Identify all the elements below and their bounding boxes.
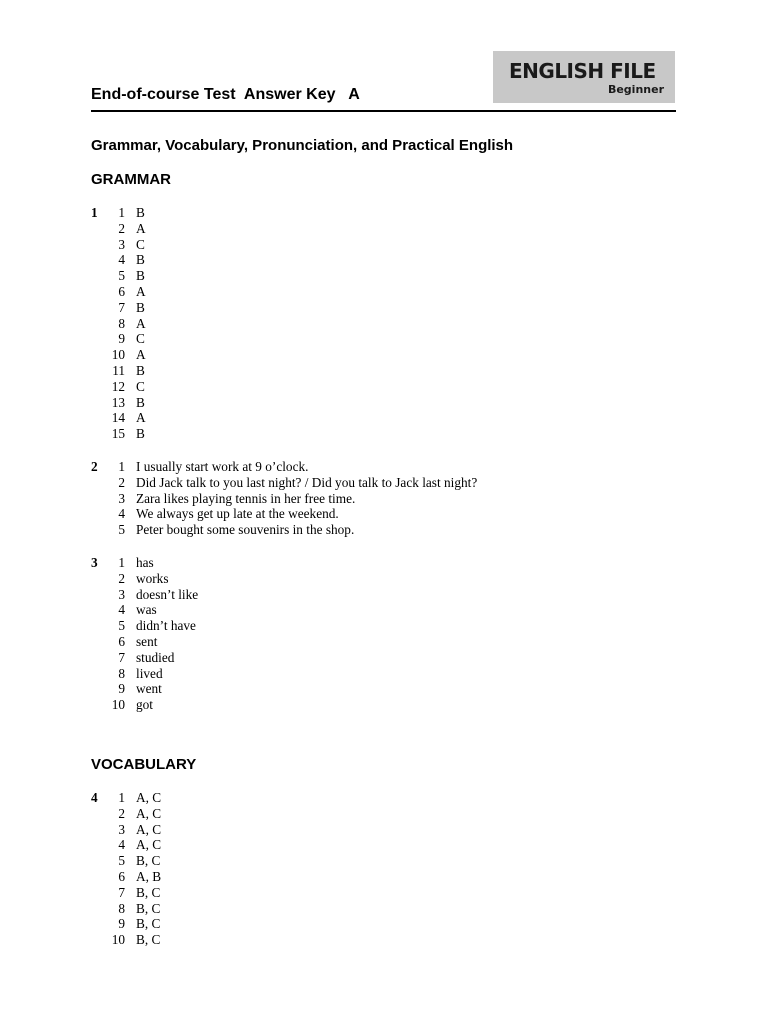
answer-text: A (136, 315, 146, 331)
exercise-number (91, 932, 99, 948)
answer-row (91, 853, 161, 869)
item-number: 10 (111, 932, 125, 948)
exercise-number (91, 681, 99, 697)
item-number: 2 (118, 805, 125, 821)
answer-row (91, 681, 198, 697)
item-number: 3 (118, 490, 125, 506)
exercise-number (91, 916, 99, 932)
answer-row (91, 555, 198, 571)
exercise-number (91, 316, 99, 332)
exercise-number (91, 252, 99, 268)
exercise-number (91, 522, 99, 538)
answer-text: A (136, 410, 146, 426)
exercise-number (91, 237, 99, 253)
answer-text: B, C (136, 916, 161, 932)
answer-text: got (136, 697, 153, 713)
answer-text: sent (136, 633, 158, 649)
answer-text: A (136, 283, 146, 299)
answer-text: A, C (136, 790, 162, 805)
exercise-number (91, 475, 99, 491)
answer-row (91, 587, 198, 603)
section-heading-grammar: GRAMMAR (91, 171, 171, 188)
item-number: 14 (111, 410, 125, 426)
exercise-number: 3 (91, 555, 98, 570)
answer-row (91, 221, 146, 237)
exercise-number (91, 666, 99, 682)
answer-row (91, 426, 146, 442)
exercise-number (91, 618, 99, 634)
answer-row (91, 205, 146, 221)
item-number: 4 (118, 252, 125, 268)
item-number: 10 (111, 697, 125, 713)
answer-row (91, 284, 146, 300)
answer-text: B (136, 252, 145, 268)
exercise-2 (91, 459, 477, 538)
item-number: 1 (118, 205, 125, 220)
answer-text: B, C (136, 884, 161, 900)
exercise-number (91, 426, 99, 442)
answer-text: doesn’t like (136, 586, 199, 602)
item-number: 12 (111, 378, 125, 394)
item-number: 8 (118, 315, 125, 331)
item-number: 3 (118, 821, 125, 837)
answer-row (91, 410, 146, 426)
exercise-number (91, 395, 99, 411)
answer-row (91, 395, 146, 411)
item-number: 9 (118, 916, 125, 932)
exercise-number (91, 650, 99, 666)
answer-text: I usually start work at 9 o’clock. (136, 459, 309, 474)
exercise-number (91, 506, 99, 522)
item-number: 15 (111, 426, 125, 442)
item-number: 8 (118, 900, 125, 916)
answer-row (91, 822, 161, 838)
answer-text: Peter bought some souvenirs in the shop. (136, 522, 355, 538)
answer-text: B, C (136, 900, 161, 916)
exercise-number (91, 331, 99, 347)
exercise-number (91, 284, 99, 300)
page-title: End-of-course Test Answer Key A (91, 86, 360, 103)
exercise-1 (91, 205, 146, 442)
item-number: 7 (118, 649, 125, 665)
answer-text: didn’t have (136, 618, 196, 634)
answer-text: B, C (136, 932, 161, 948)
answer-text: works (136, 570, 169, 586)
answer-row (91, 491, 477, 507)
answer-text: A, C (136, 821, 162, 837)
exercise-number (91, 697, 99, 713)
item-number: 8 (118, 665, 125, 681)
exercise-number (91, 885, 99, 901)
exercise-number (91, 221, 99, 237)
answer-row (91, 252, 146, 268)
answer-row (91, 363, 146, 379)
item-number: 6 (118, 283, 125, 299)
answer-text: A, C (136, 805, 162, 821)
item-number: 5 (118, 853, 125, 869)
exercise-number: 4 (91, 790, 98, 805)
answer-text: B (136, 426, 145, 442)
item-number: 3 (118, 236, 125, 252)
answer-text: was (136, 602, 157, 618)
answer-text: C (136, 331, 145, 347)
answer-row (91, 650, 198, 666)
exercise-number (91, 602, 99, 618)
answer-row (91, 300, 146, 316)
item-number: 13 (111, 394, 125, 410)
answer-row (91, 790, 161, 806)
item-number: 5 (118, 268, 125, 284)
exercise-number (91, 822, 99, 838)
exercise-number (91, 268, 99, 284)
item-number: 1 (118, 459, 125, 474)
item-number: 11 (112, 362, 125, 378)
answer-row (91, 885, 161, 901)
item-number: 2 (118, 474, 125, 490)
exercise-number (91, 363, 99, 379)
answer-text: B (136, 394, 145, 410)
answer-text: A (136, 347, 146, 363)
item-number: 4 (118, 837, 125, 853)
exercise-number (91, 587, 99, 603)
answer-text: has (136, 555, 154, 570)
answer-text: studied (136, 649, 175, 665)
answer-row (91, 869, 161, 885)
item-number: 2 (118, 220, 125, 236)
item-number: 4 (118, 506, 125, 522)
exercise-number (91, 571, 99, 587)
exercise-number: 1 (91, 205, 98, 220)
answer-text: C (136, 236, 145, 252)
exercise-number: 2 (91, 459, 98, 474)
exercise-4 (91, 790, 161, 948)
answer-text: A (136, 220, 146, 236)
answer-text: B (136, 299, 145, 315)
answer-text: B (136, 362, 145, 378)
answer-text: went (136, 681, 162, 697)
answer-text: C (136, 378, 145, 394)
answer-row (91, 916, 161, 932)
item-number: 9 (118, 681, 125, 697)
item-number: 7 (118, 299, 125, 315)
exercise-number (91, 853, 99, 869)
item-number: 2 (118, 570, 125, 586)
answer-text: Did Jack talk to you last night? / Did you talk to Jack last night? (136, 474, 478, 490)
page-subtitle: Grammar, Vocabulary, Pronunciation, and Practical English (91, 137, 514, 154)
answer-row (91, 666, 198, 682)
answer-row (91, 347, 146, 363)
exercise-number (91, 300, 99, 316)
header-divider (91, 110, 676, 112)
answer-row (91, 602, 198, 618)
answer-text: A, B (136, 868, 162, 884)
item-number: 4 (118, 602, 125, 618)
answer-text: B (136, 268, 145, 284)
answer-row (91, 316, 146, 332)
exercise-number (91, 806, 99, 822)
answer-row (91, 331, 146, 347)
exercise-3 (91, 555, 198, 713)
item-number: 6 (118, 633, 125, 649)
answer-row (91, 237, 146, 253)
exercise-number (91, 634, 99, 650)
exercise-number (91, 869, 99, 885)
answer-row (91, 634, 198, 650)
item-number: 6 (118, 868, 125, 884)
answer-row (91, 506, 477, 522)
item-number: 1 (118, 790, 125, 805)
answer-row (91, 459, 477, 475)
english-file-logo (493, 51, 675, 103)
answer-text: B, C (136, 853, 161, 869)
answer-row (91, 837, 161, 853)
answer-text: We always get up late at the weekend. (136, 506, 339, 522)
answer-row (91, 268, 146, 284)
item-number: 3 (118, 586, 125, 602)
exercise-number (91, 347, 99, 363)
exercise-number (91, 491, 99, 507)
item-number: 7 (118, 884, 125, 900)
answer-row (91, 932, 161, 948)
exercise-number (91, 410, 99, 426)
answer-text: B (136, 205, 145, 220)
answer-text: A, C (136, 837, 162, 853)
item-number: 10 (111, 347, 125, 363)
item-number: 5 (118, 618, 125, 634)
section-heading-vocabulary: VOCABULARY (91, 756, 197, 773)
exercise-number (91, 901, 99, 917)
answer-row (91, 901, 161, 917)
item-number: 9 (118, 331, 125, 347)
answer-row (91, 697, 198, 713)
exercise-number (91, 379, 99, 395)
answer-text: Zara likes playing tennis in her free time. (136, 490, 356, 506)
answer-row (91, 379, 146, 395)
answer-row (91, 475, 477, 491)
answer-row (91, 571, 198, 587)
answer-text: lived (136, 665, 163, 681)
logo-title: ENGLISH FILE (509, 59, 656, 83)
answer-row (91, 522, 477, 538)
item-number: 1 (118, 555, 125, 570)
answer-row (91, 806, 161, 822)
exercise-number (91, 837, 99, 853)
answer-row (91, 618, 198, 634)
logo-subtitle: Beginner (607, 83, 664, 96)
item-number: 5 (118, 522, 125, 538)
